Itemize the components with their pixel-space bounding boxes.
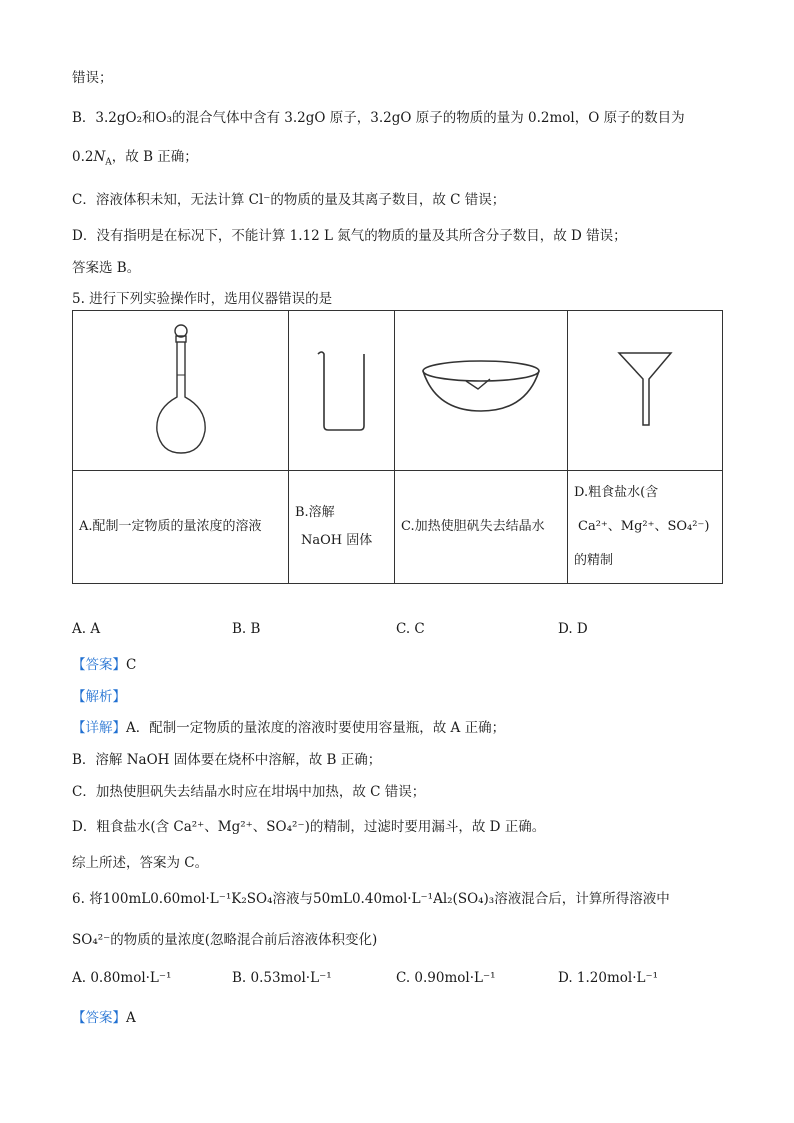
answer-value: A xyxy=(126,1010,136,1026)
volumetric-flask-icon xyxy=(151,319,211,459)
answer-value: C xyxy=(126,657,137,673)
funnel-cell xyxy=(568,311,723,471)
text-line: 答案选 B。 xyxy=(72,260,141,276)
summary-line: 综上所述，答案为 C。 xyxy=(72,855,209,871)
text: ，故 B 正确； xyxy=(111,149,198,165)
q6-option-b: B. 0.53mol·L⁻¹ xyxy=(232,970,332,986)
detail-line: C．加热使胆矾失去结晶水时应在坩埚中加热，故 C 错误； xyxy=(72,784,426,800)
detail-a: A．配制一定物质的量浓度的溶液时要使用容量瓶，故 A 正确； xyxy=(126,720,506,736)
q5-option-b: B. B xyxy=(232,621,261,637)
beaker-cell xyxy=(289,311,395,471)
q5-option-a: A. A xyxy=(72,621,101,637)
option-b-line1: B.溶解 xyxy=(295,505,335,520)
q6-option-a: A. 0.80mol·L⁻¹ xyxy=(72,970,172,986)
question-stem: 6. 将100mL0.60mol·L⁻¹K₂SO₄溶液与50mL0.40mol·L⁻¹Al₂(SO₄)₃溶液混合后，计算所得溶液中 xyxy=(72,891,670,907)
text-line: D．没有指明是在标况下，不能计算 1.12 L 氮气的物质的量及其所含分子数目，故 D 错误； xyxy=(72,228,627,244)
q5-option-d: D. D xyxy=(558,621,588,637)
detail-tag: 【详解】 xyxy=(72,720,126,736)
evaporating-dish-icon xyxy=(416,359,546,419)
apparatus-table xyxy=(72,310,723,584)
volumetric-flask-cell xyxy=(73,311,289,471)
option-d-line1: D.粗食盐水(含 xyxy=(574,485,659,500)
text-line: B．3.2gO₂和O₃的混合气体中含有 3.2gO 原子，3.2gO 原子的物质的量为 0.2mol，O 原子的数目为 xyxy=(72,110,685,126)
option-d-line2: Ca²⁺、Mg²⁺、SO₄²⁻) xyxy=(578,519,710,534)
beaker-icon xyxy=(312,344,372,434)
option-d-cell xyxy=(568,471,723,584)
formula: 0.2 xyxy=(72,149,94,165)
answer-tag: 【答案】 xyxy=(72,657,126,673)
text-line xyxy=(72,145,198,168)
formula: N xyxy=(93,149,106,165)
option-b-cell xyxy=(289,471,395,584)
answer-tag: 【答案】 xyxy=(72,1010,126,1026)
detail-line: D．粗食盐水(含 Ca²⁺、Mg²⁺、SO₄²⁻)的精制，过滤时要用漏斗，故 D 正确。 xyxy=(72,819,546,835)
formula-subscript: A xyxy=(105,157,112,168)
question-stem: 5. 进行下列实验操作时，选用仪器错误的是 xyxy=(72,291,333,307)
detail-line: B．溶解 NaOH 固体要在烧杯中溶解，故 B 正确； xyxy=(72,752,382,768)
text-line: C．溶液体积未知，无法计算 Cl⁻的物质的量及其离子数目，故 C 错误； xyxy=(72,192,506,208)
analysis-tag: 【解析】 xyxy=(72,689,126,705)
option-d-line3: 的精制 xyxy=(574,553,614,568)
question-stem: SO₄²⁻的物质的量浓度(忽略混合前后溶液体积变化) xyxy=(72,932,378,948)
q6-option-d: D. 1.20mol·L⁻¹ xyxy=(558,970,659,986)
crucible-dish-cell xyxy=(395,311,568,471)
q6-option-c: C. 0.90mol·L⁻¹ xyxy=(396,970,496,986)
text-line: 错误； xyxy=(72,70,113,86)
answer-line xyxy=(72,653,136,673)
option-b-line2: NaOH 固体 xyxy=(301,533,373,548)
funnel-icon xyxy=(615,349,675,429)
option-a-cell: A.配制一定物质的量浓度的溶液 xyxy=(73,471,289,584)
detail-line xyxy=(72,716,505,736)
answer-line xyxy=(72,1006,136,1026)
q5-option-c: C. C xyxy=(396,621,425,637)
option-c-cell: C.加热使胆矾失去结晶水 xyxy=(395,471,568,584)
